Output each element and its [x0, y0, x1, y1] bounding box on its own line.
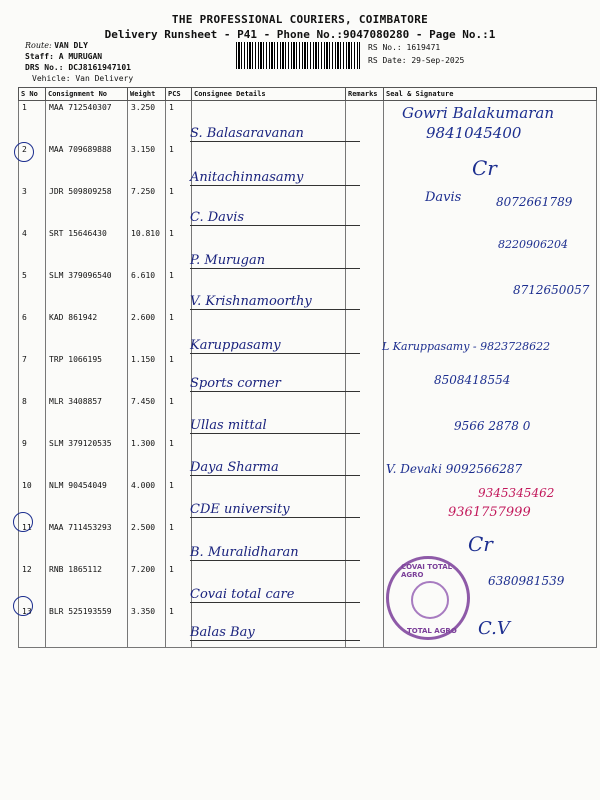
row-sno: 12: [19, 563, 46, 605]
consignee-name: Anitachinnasamy: [190, 170, 360, 186]
row-weight: 3.250: [128, 101, 166, 144]
consignee-name: Daya Sharma: [190, 460, 360, 476]
drs-label: DRS No.:: [25, 63, 64, 72]
row-consignment-no: KAD 861942: [46, 311, 128, 353]
signature-phone: 6380981539: [488, 574, 565, 588]
row-sno: 3: [19, 185, 46, 227]
rs-date: RS Date: 29-Sep-2025: [368, 56, 465, 65]
row-pcs: 1: [166, 605, 192, 648]
signature-phone: 8072661789: [496, 195, 573, 209]
row-circle-mark: [13, 596, 33, 616]
signature-text: L Karuppasamy - 9823728622: [382, 340, 551, 353]
row-pcs: 1: [166, 269, 192, 311]
row-weight: 1.150: [128, 353, 166, 395]
row-pcs: 1: [166, 437, 192, 479]
row-circle-mark: [14, 142, 34, 162]
row-pcs: 1: [166, 185, 192, 227]
row-consignment-no: MAA 712540307: [46, 101, 128, 144]
row-consignment-no: TRP 1066195: [46, 353, 128, 395]
row-pcs: 1: [166, 563, 192, 605]
signature-mark: C.V: [478, 618, 510, 639]
row-consignment-no: RNB 1865112: [46, 563, 128, 605]
row-weight: 7.450: [128, 395, 166, 437]
row-weight: 3.350: [128, 605, 166, 648]
drs-line: [25, 63, 131, 72]
row-weight: 4.000: [128, 479, 166, 521]
consignee-name: S. Balasaravanan: [190, 126, 360, 142]
drs-value: DCJ8161947101: [68, 63, 131, 72]
row-sno: 6: [19, 311, 46, 353]
consignee-name: V. Krishnamoorthy: [190, 294, 360, 310]
consignee-name: Ullas mittal: [190, 418, 360, 434]
row-sno: 10: [19, 479, 46, 521]
runsheet-subtitle: Delivery Runsheet - P41 - Phone No.:9047080280 - Page No.:1: [104, 28, 496, 41]
row-pcs: 1: [166, 101, 192, 144]
consignee-name: P. Murugan: [190, 253, 360, 269]
row-weight: 6.610: [128, 269, 166, 311]
signature-phone: 8712650057: [513, 283, 590, 297]
col-consignment: Consignment No: [46, 88, 128, 101]
signature-name: Davis: [425, 190, 462, 205]
signature-mark: Cr: [472, 156, 497, 180]
row-pcs: 1: [166, 395, 192, 437]
row-pcs: 1: [166, 227, 192, 269]
row-pcs: 1: [166, 143, 192, 185]
signature-name: Gowri Balakumaran: [402, 104, 554, 122]
consignee-name: CDE university: [190, 502, 360, 518]
vehicle-line: Vehicle: Van Delivery: [32, 74, 134, 83]
stamp-text: TOTAL AGRO: [407, 627, 457, 635]
col-signature: Seal & Signature: [384, 88, 597, 101]
row-consignment-no: SLM 379096540: [46, 269, 128, 311]
row-weight: 2.500: [128, 521, 166, 563]
row-pcs: 1: [166, 521, 192, 563]
rs-number: RS No.: 1619471: [368, 43, 441, 52]
route-line: [25, 41, 88, 50]
row-consignment-no: MAA 709689888: [46, 143, 128, 185]
consignee-name: Karuppasamy: [190, 338, 360, 354]
consignee-name: Balas Bay: [190, 625, 360, 641]
row-weight: 2.600: [128, 311, 166, 353]
route-value: VAN DLY: [54, 41, 88, 50]
row-pcs: 1: [166, 311, 192, 353]
signature-phone: 9361757999: [448, 505, 531, 520]
row-consignment-no: SLM 379120535: [46, 437, 128, 479]
row-sno: 1: [19, 101, 46, 144]
row-consignment-no: SRT 15646430: [46, 227, 128, 269]
row-weight: 7.200: [128, 563, 166, 605]
row-sno: 13: [19, 605, 46, 648]
table-header-row: [19, 88, 597, 101]
row-sno: 9: [19, 437, 46, 479]
row-pcs: 1: [166, 479, 192, 521]
signature-phone: 8220906204: [498, 238, 568, 251]
consignee-name: B. Muralidharan: [190, 545, 360, 561]
row-sno: 7: [19, 353, 46, 395]
col-remarks: Remarks: [346, 88, 384, 101]
row-sno: 5: [19, 269, 46, 311]
row-sno: 4: [19, 227, 46, 269]
col-sno: S No: [19, 88, 46, 101]
stamp-text: COVAI TOTAL AGRO: [401, 563, 453, 579]
company-title: THE PROFESSIONAL COURIERS, COIMBATORE: [171, 13, 429, 26]
signature-mark: Cr: [468, 532, 493, 556]
signature-text: V. Devaki 9092566287: [386, 462, 523, 476]
consignee-name: Covai total care: [190, 587, 360, 603]
row-weight: 10.810: [128, 227, 166, 269]
row-sno: 8: [19, 395, 46, 437]
col-consignee: Consignee Details: [192, 88, 346, 101]
staff-label: Staff:: [25, 52, 54, 61]
row-weight: 7.250: [128, 185, 166, 227]
barcode: [236, 42, 360, 69]
row-sno: 11: [19, 521, 46, 563]
staff-line: [25, 52, 102, 61]
signature-phone: 9841045400: [426, 124, 522, 142]
staff-value: A MURUGAN: [58, 52, 103, 61]
col-weight: Weight: [128, 88, 166, 101]
route-label: Route:: [25, 41, 52, 50]
row-consignment-no: MAA 711453293: [46, 521, 128, 563]
signature-phone: 8508418554: [434, 373, 511, 387]
row-sno: 2: [19, 143, 46, 185]
row-circle-mark: [13, 512, 33, 532]
row-consignment-no: JDR 509809258: [46, 185, 128, 227]
row-consignment-no: NLM 90454049: [46, 479, 128, 521]
consignee-name: Sports corner: [190, 376, 360, 392]
row-weight: 1.300: [128, 437, 166, 479]
company-stamp: [386, 556, 470, 640]
signature-phone: 9566 2878 0: [454, 419, 531, 433]
row-consignment-no: BLR 525193559: [46, 605, 128, 648]
row-weight: 3.150: [128, 143, 166, 185]
row-consignment-no: MLR 3408857: [46, 395, 128, 437]
signature-phone: 9345345462: [478, 486, 555, 500]
col-pcs: PCS: [166, 88, 192, 101]
row-pcs: 1: [166, 353, 192, 395]
consignee-name: C. Davis: [190, 210, 360, 226]
